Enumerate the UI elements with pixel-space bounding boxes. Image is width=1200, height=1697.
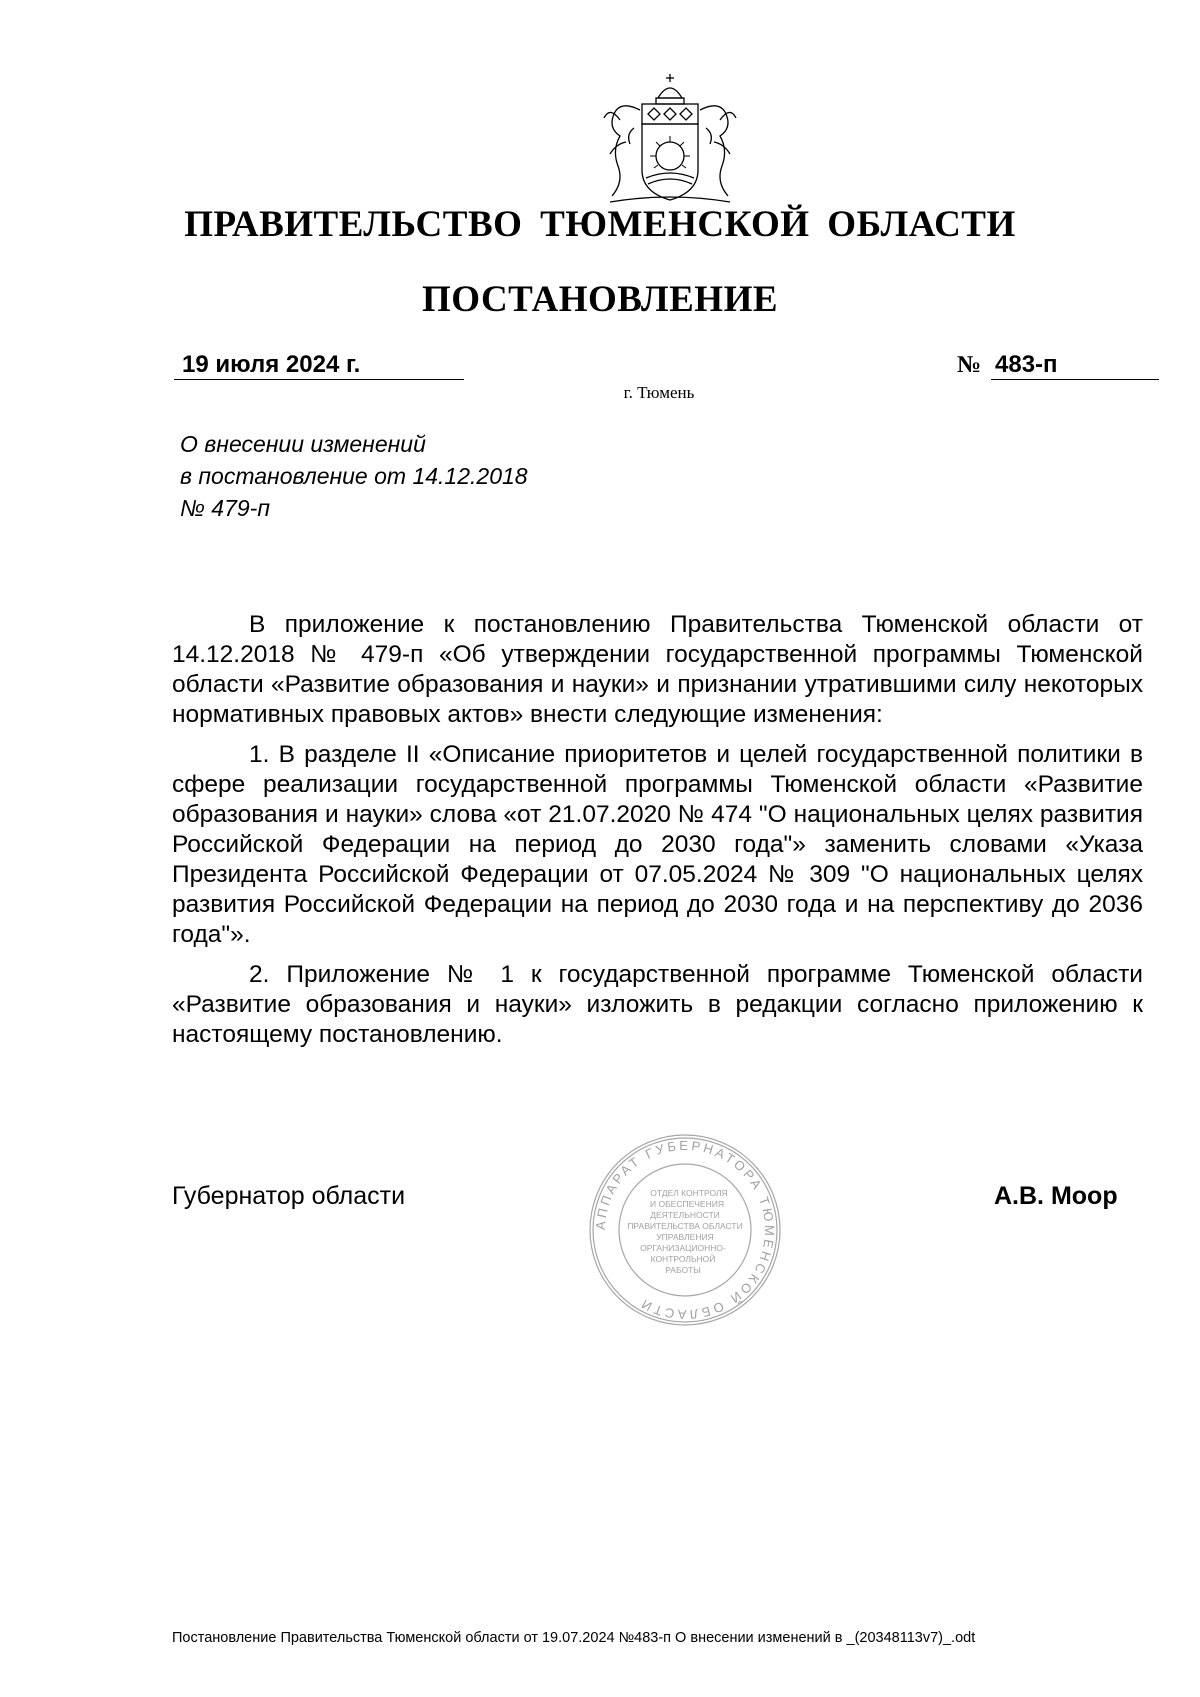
official-stamp-icon [585, 1130, 785, 1330]
coat-of-arms-icon [590, 70, 750, 210]
svg-text:АППАРАТ ГУБЕРНАТОРА ТЮМЕНСКОЙ: АППАРАТ ГУБЕРНАТОРА ТЮМЕНСКОЙ ОБЛАСТИ [592, 1137, 778, 1323]
body-item-2: 2. Приложение № 1 к государственной программе Тюменской области «Развитие образования и науки» изложить в редакции согласно приложению к настоящему постановлению. [172, 961, 1143, 1048]
footer-filename: Постановление Правительства Тюменской области от 19.07.2024 №483-п О внесении изменений в _(20348113v7)_.odt [172, 1630, 976, 1646]
government-title: ПРАВИТЕЛЬСТВО ТЮМЕНСКОЙ ОБЛАСТИ [184, 204, 1016, 245]
city: г. Тюмень [623, 383, 695, 402]
svg-text:ДЕЯТЕЛЬНОСТИ: ДЕЯТЕЛЬНОСТИ [650, 1210, 720, 1220]
signatory-name: А.В. Моор [994, 1182, 1118, 1210]
document-date: 19 июля 2024 г. [174, 351, 464, 380]
body-item-1: 1. В разделе II «Описание приоритетов и целей государственной политики в сфере реализации государственной программы Тюменской области «Развитие образования и науки» слова «от 21.07.2020 № 474 "О национальных целях развития Российской Федерации на период до 2030 года"» заменить словами «Указа Президента Российской Федерации от 07.05.2024 № 309 "О национальных целях развития Российской Федерации на период до 2030 года и на перспективу до 2036 года"». [172, 741, 1143, 948]
document-body [172, 610, 1143, 1060]
svg-text:КОНТРОЛЬНОЙ: КОНТРОЛЬНОЙ [650, 1254, 716, 1264]
subject-line-1: О внесении изменений [180, 431, 426, 457]
svg-text:ОТДЕЛ КОНТРОЛЯ: ОТДЕЛ КОНТРОЛЯ [650, 1188, 728, 1198]
signatory-position: Губернатор области [172, 1182, 406, 1210]
number-sign: № [957, 352, 982, 378]
svg-text:УПРАВЛЕНИЯ: УПРАВЛЕНИЯ [656, 1232, 714, 1242]
svg-text:РАБОТЫ: РАБОТЫ [665, 1265, 701, 1275]
svg-text:ОРГАНИЗАЦИОННО-: ОРГАНИЗАЦИОННО- [640, 1243, 726, 1253]
subject-line-2: в постановление от 14.12.2018 [180, 463, 528, 489]
document-subject [180, 428, 528, 524]
subject-line-3: № 479-п [180, 495, 270, 521]
svg-text:ПРАВИТЕЛЬСТВА ОБЛАСТИ: ПРАВИТЕЛЬСТВА ОБЛАСТИ [627, 1221, 743, 1231]
svg-text:И ОБЕСПЕЧЕНИЯ: И ОБЕСПЕЧЕНИЯ [650, 1199, 724, 1209]
document-type: ПОСТАНОВЛЕНИЕ [421, 279, 779, 320]
document-number [957, 351, 1159, 380]
number-value: 483-п [991, 351, 1159, 380]
body-intro: В приложение к постановлению Правительства Тюменской области от 14.12.2018 № 479-п «Об утверждении государственной программы Тюменской области «Развитие образования и науки» и признании утратившими силу некоторых нормативных правовых актов» внести следующие изменения: [172, 611, 1143, 728]
